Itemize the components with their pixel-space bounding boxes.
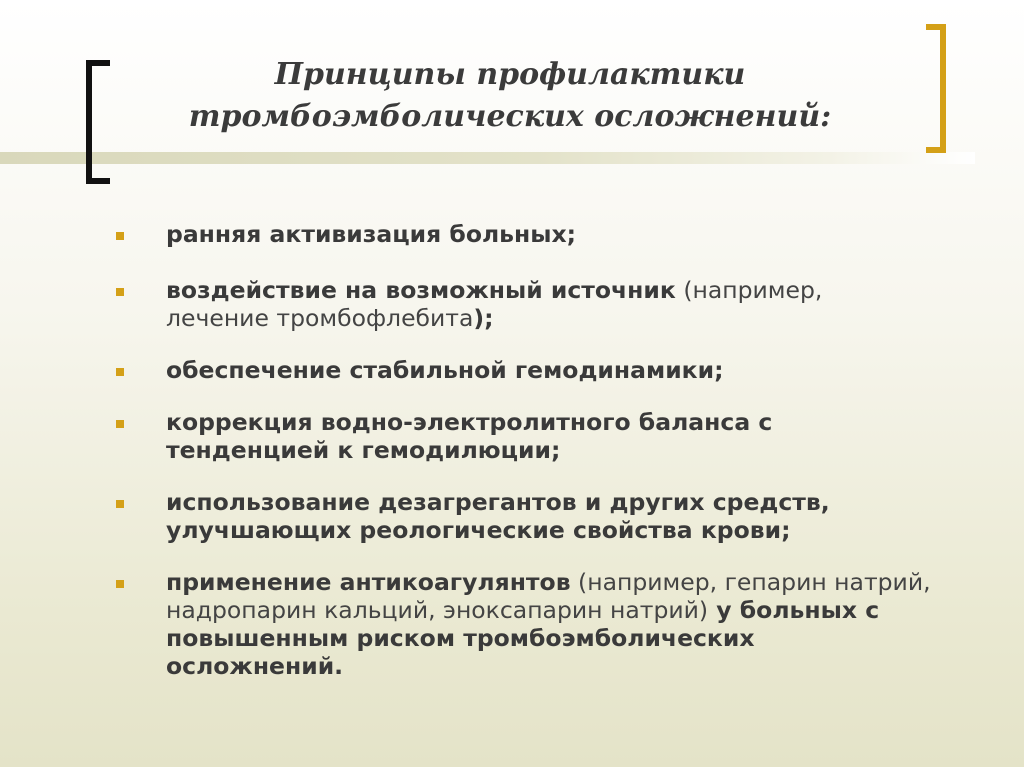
square-bullet-icon <box>116 500 124 508</box>
bullet-text: коррекция водно-электролитного баланса с тенденцией к гемодилюции; <box>166 408 773 464</box>
left-bracket-decoration <box>86 60 110 184</box>
list-item <box>112 488 932 544</box>
square-bullet-icon <box>116 288 124 296</box>
bullet-text: обеспечение стабильной гемодинамики; <box>166 356 724 384</box>
list-item <box>112 408 932 464</box>
list-item <box>112 568 932 680</box>
square-bullet-icon <box>116 580 124 588</box>
bullet-list <box>112 220 932 680</box>
list-item <box>112 220 932 248</box>
list-item <box>112 276 932 332</box>
bullet-text-end: у больных с повышенным риском тромбоэмболических осложнений. <box>166 596 880 680</box>
bullet-text: использование дезагрегантов и других средств, улучшающих реологические свойства крови; <box>166 488 830 544</box>
square-bullet-icon <box>116 368 124 376</box>
bullet-text-end: ); <box>473 304 494 332</box>
right-bracket-decoration <box>926 24 946 153</box>
bullet-text: воздействие на возможный источник <box>166 276 676 304</box>
square-bullet-icon <box>116 232 124 240</box>
bullet-text: ранняя активизация больных; <box>166 220 577 248</box>
bullet-note: (например, гепарин натрий, надропарин кальций, эноксапарин натрий) <box>166 568 931 624</box>
list-item <box>112 356 932 384</box>
slide-title <box>120 54 900 138</box>
title-line-2: тромбоэмболических осложнений: <box>188 99 832 134</box>
title-line-1: Принципы профилактики <box>274 57 746 92</box>
bullet-text: применение антикоагулянтов <box>166 568 571 596</box>
title-underline <box>0 152 975 164</box>
bullet-note: (например, лечение тромбофлебита <box>166 276 823 332</box>
square-bullet-icon <box>116 420 124 428</box>
